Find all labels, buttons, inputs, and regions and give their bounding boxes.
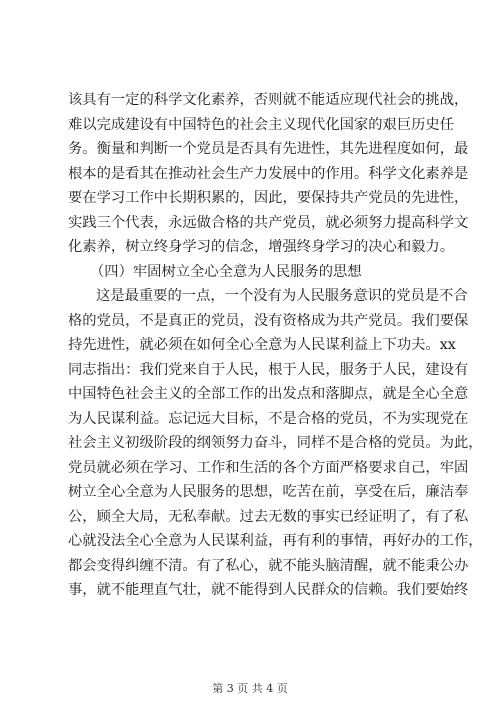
text-line: 社会主义初级阶段的纲领努力奋斗，同样不是合格的党员。为此， bbox=[68, 435, 483, 451]
text-line: 根本的是看其在推动社会生产力发展中的作用。科学文化素养是 bbox=[68, 165, 469, 182]
text-line: 为人民谋利益。忘记远大目标，不是合格的党员，不为实现党在 bbox=[68, 410, 469, 427]
text-line: 该具有一定的科学文化素养，否则就不能适应现代社会的挑战， bbox=[68, 92, 469, 108]
text-line: 这是最重要的一点，一个没有为人民服务意识的党员是不合 bbox=[96, 288, 468, 304]
section-heading: （四）牢固树立全心全意为人民服务的思想 bbox=[90, 263, 362, 280]
body-text bbox=[68, 88, 483, 603]
text-line: 持先进性，就必须在如何全心全意为人民谋利益上下功夫。xx bbox=[68, 337, 456, 353]
text-line: 实践三个代表，永远做合格的共产党员，就必须努力提高科学文 bbox=[68, 214, 469, 231]
text-line: 公，顾全大局，无私奉献。过去无数的事实已经证明了，有了私 bbox=[68, 508, 469, 525]
page-footer: 第 3 页 共 4 页 bbox=[212, 682, 288, 695]
text-line: 要在学习工作中长期积累的，因此，要保持共产党员的先进性， bbox=[68, 190, 469, 206]
text-line: 同志指出：我们党来自于人民，根于人民，服务于人民，建设有 bbox=[68, 361, 469, 378]
text-line: 事，就不能理直气壮，就不能得到人民群众的信赖。我们要始终 bbox=[68, 582, 469, 598]
text-line: 格的党员，不是真正的党员，没有资格成为共产党员。我们要保 bbox=[68, 312, 469, 329]
text-line: 中国特色社会主义的全部工作的出发点和落脚点，就是全心全意 bbox=[68, 386, 469, 402]
text-line: 务。衡量和判断一个党员是否具有先进性，其先进程度如何，最 bbox=[68, 141, 469, 157]
text-line: 化素养，树立终身学习的信念，增强终身学习的决心和毅力。 bbox=[68, 239, 455, 255]
text-line: 难以完成建设有中国特色的社会主义现代化国家的艰巨历史任 bbox=[68, 116, 455, 133]
text-line: 都会变得纠缠不清。有了私心，就不能头脑清醒，就不能秉公办 bbox=[68, 557, 469, 574]
text-line: 心就没法全心全意为人民谋利益，再有利的事情，再好办的工作， bbox=[68, 533, 483, 549]
text-line: 树立全心全意为人民服务的思想，吃苦在前，享受在后，廉洁奉 bbox=[68, 484, 469, 500]
text-line: 党员就必须在学习、工作和生活的各个方面严格要求自己，牢固 bbox=[68, 459, 469, 476]
